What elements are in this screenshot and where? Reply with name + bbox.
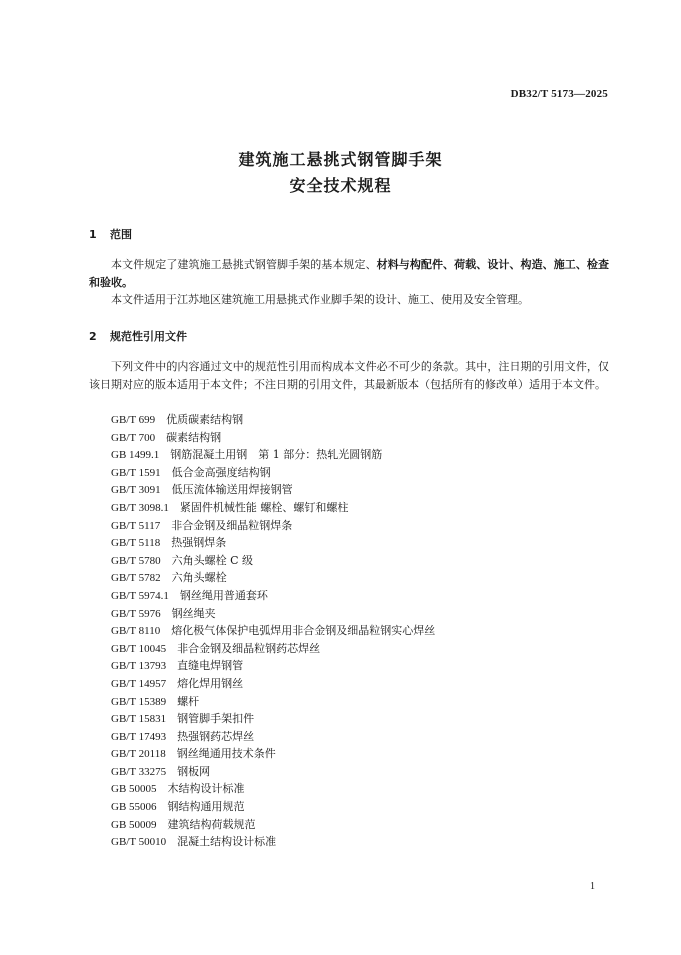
section-2-title: 规范性引用文件: [110, 330, 187, 343]
reference-item: [111, 657, 435, 675]
reference-code: GB 55006: [111, 801, 157, 814]
reference-name: 碳素结构钢: [166, 430, 222, 444]
reference-item: [111, 728, 435, 746]
reference-name: 钢结构通用规范: [167, 800, 245, 814]
reference-name: 非合金钢及细晶粒钢焊条: [171, 518, 293, 532]
reference-item: [111, 675, 435, 693]
reference-code: GB 50005: [111, 783, 157, 796]
reference-item: [111, 446, 435, 464]
reference-code: GB/T 50010: [111, 836, 167, 849]
reference-name: 紧固件机械性能 螺栓、螺钉和螺柱: [179, 500, 349, 514]
reference-item: [111, 534, 435, 552]
references-intro: 下列文件中的内容通过文中的规范性引用而构成本文件必不可少的条款。其中，注日期的引用文件，仅该日期对应的版本适用于本文件；不注日期的引用文件，其最新版本（包括所有的修改单）适用于本文件。: [89, 360, 609, 391]
reference-item: [111, 798, 435, 816]
section-2-number: 2: [89, 330, 97, 343]
reference-code: GB/T 13793: [111, 660, 167, 673]
reference-name: 钢筋混凝土用钢 第 1 部分：热轧光圆钢筋: [170, 448, 383, 462]
section-2-heading: [89, 328, 187, 344]
reference-code: GB/T 14957: [111, 677, 167, 690]
reference-item: [111, 780, 435, 798]
reference-name: 建筑结构荷载规范: [167, 817, 256, 831]
reference-name: 钢板网: [177, 764, 211, 778]
reference-item: [111, 640, 435, 658]
reference-name: 木结构设计标准: [167, 782, 245, 796]
reference-code: GB/T 3091: [111, 484, 161, 497]
reference-name: 熔化极气体保护电弧焊用非合金钢及细晶粒钢实心焊丝: [171, 624, 436, 638]
reference-item: [111, 605, 435, 623]
reference-list: [111, 411, 435, 851]
reference-code: GB/T 5782: [111, 572, 161, 585]
doc-code: DB32/T 5173—2025: [510, 88, 608, 100]
scope-paragraph-2: 本文件适用于江苏地区建筑施工用悬挑式作业脚手架的设计、施工、使用及安全管理。: [111, 293, 529, 306]
reference-item: [111, 833, 435, 851]
reference-code: GB/T 17493: [111, 730, 167, 743]
section-1-number: 1: [89, 228, 97, 241]
reference-code: GB/T 5780: [111, 554, 161, 567]
reference-name: 优质碳素结构钢: [166, 413, 244, 426]
reference-code: GB/T 8110: [111, 625, 161, 638]
reference-name: 低合金高强度结构钢: [171, 465, 271, 479]
reference-code: GB/T 10045: [111, 642, 167, 655]
section-1-heading: [89, 226, 132, 242]
reference-name: 螺杆: [177, 694, 200, 708]
reference-code: GB/T 5117: [111, 519, 161, 532]
document-title-line1: 建筑施工悬挑式钢管脚手架: [238, 150, 443, 169]
reference-item: [111, 745, 435, 763]
document-title-line2: 安全技术规程: [289, 176, 392, 195]
reference-name: 钢丝绳通用技术条件: [176, 747, 276, 761]
reference-name: 混凝土结构设计标准: [177, 835, 277, 849]
reference-code: GB/T 15831: [111, 713, 167, 726]
reference-item: [111, 587, 435, 605]
reference-code: GB/T 700: [111, 431, 156, 444]
reference-code: GB/T 5974.1: [111, 589, 169, 602]
reference-name: 钢丝绳夹: [171, 606, 216, 620]
section-1-title: 范围: [110, 228, 132, 241]
reference-name: 直缝电焊钢管: [177, 659, 244, 673]
scope-p1-bold: 材料与构配件、荷载、设计、构造、施工、检查和验收。: [89, 258, 610, 289]
reference-name: 低压流体输送用焊接钢管: [171, 483, 293, 497]
reference-item: [111, 429, 435, 447]
reference-code: GB/T 20118: [111, 748, 166, 761]
reference-item: [111, 552, 435, 570]
scope-p1-lead: 本文件规定了建筑施工悬挑式钢管脚手架的基本规定、: [111, 258, 377, 271]
reference-item: [111, 816, 435, 834]
reference-name: 钢管脚手架扣件: [177, 712, 255, 726]
reference-item: [111, 464, 435, 482]
reference-code: GB/T 5976: [111, 607, 161, 620]
reference-name: 六角头螺栓: [171, 571, 227, 585]
reference-code: GB/T 33275: [111, 765, 167, 778]
reference-name: 钢丝绳用普通套环: [179, 588, 268, 602]
reference-item: [111, 517, 435, 535]
reference-code: GB 50009: [111, 818, 157, 831]
scope-paragraph-1: [89, 256, 609, 291]
reference-item: [111, 693, 435, 711]
reference-name: 非合金钢及细晶粒钢药芯焊丝: [177, 641, 321, 655]
reference-item: [111, 481, 435, 499]
reference-name: 热强钢焊条: [171, 536, 227, 550]
reference-code: GB/T 3098.1: [111, 501, 169, 514]
reference-code: GB 1499.1: [111, 449, 160, 462]
page-number: 1: [590, 881, 595, 892]
reference-item: [111, 763, 435, 781]
reference-name: 热强钢药芯焊丝: [177, 729, 255, 743]
reference-code: GB/T 5118: [111, 537, 161, 550]
reference-code: GB/T 699: [111, 414, 156, 426]
reference-item: [111, 710, 435, 728]
reference-name: 六角头螺栓 C 级: [171, 553, 254, 567]
reference-code: GB/T 15389: [111, 695, 167, 708]
reference-item: [111, 569, 435, 587]
reference-name: 熔化焊用钢丝: [177, 676, 244, 690]
reference-item: [111, 499, 435, 517]
reference-item: [111, 622, 435, 640]
reference-code: GB/T 1591: [111, 466, 161, 479]
reference-item: [111, 411, 435, 429]
